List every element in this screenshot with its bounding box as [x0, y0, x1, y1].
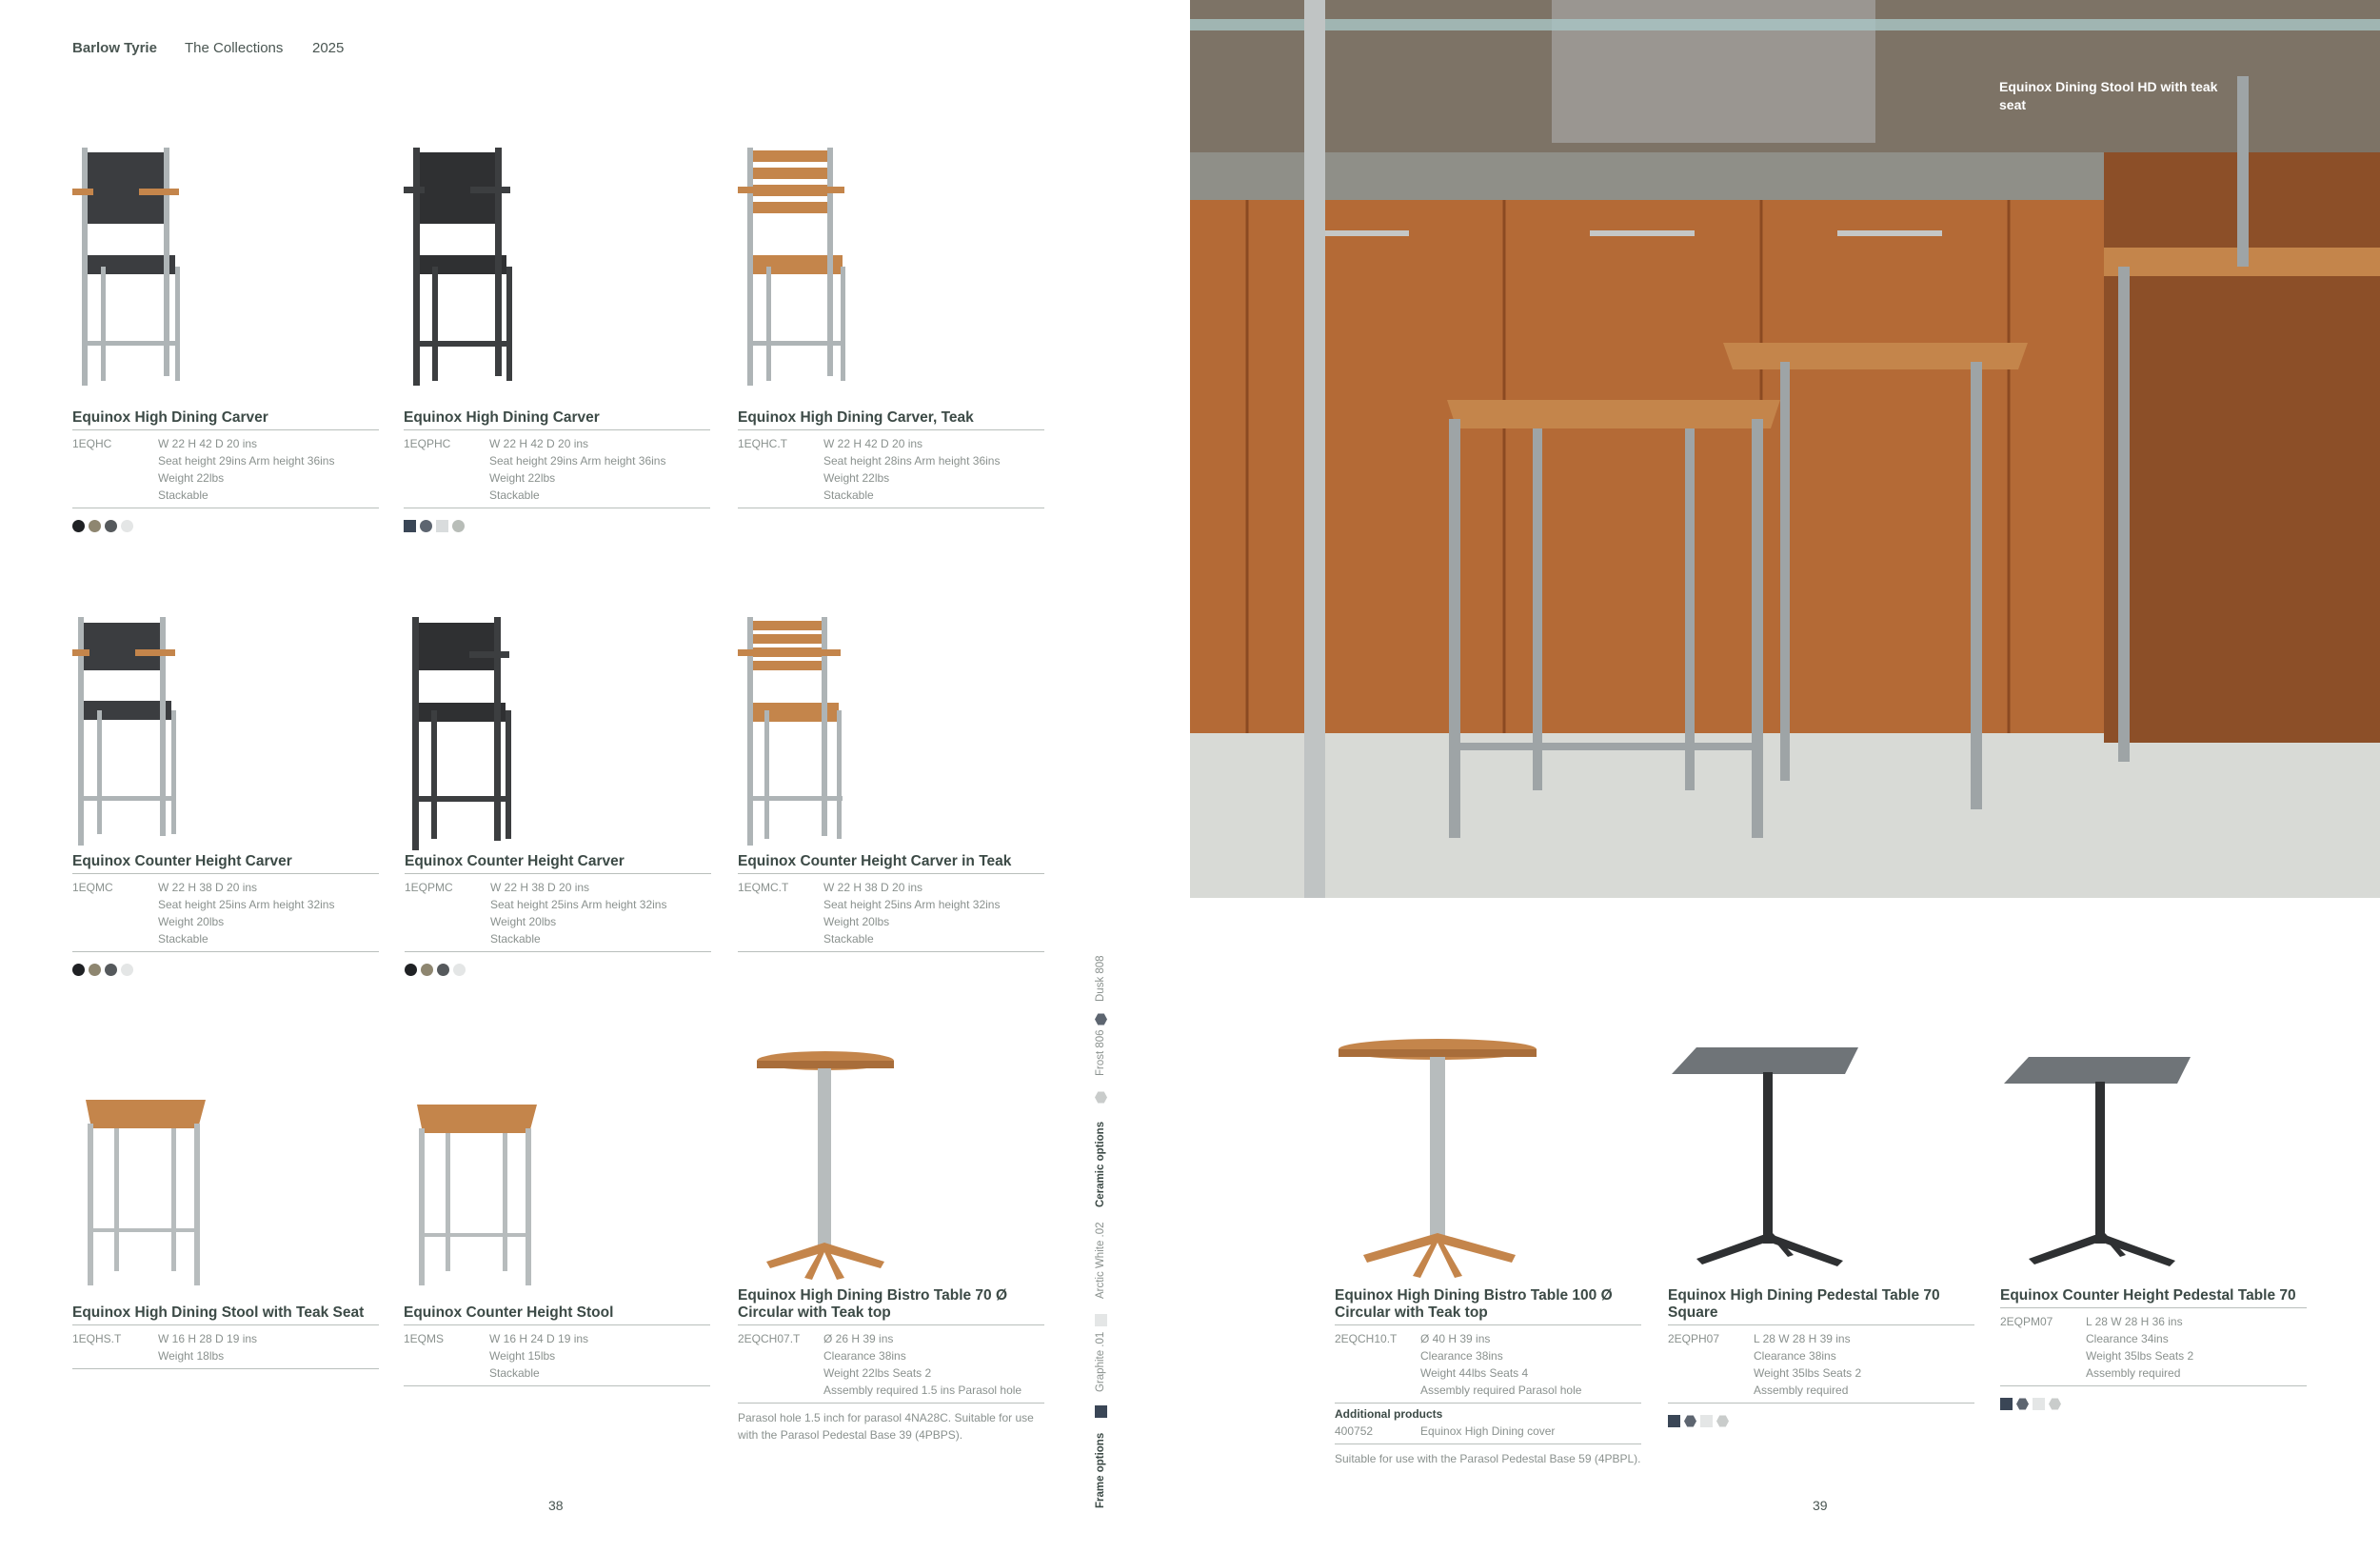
color-swatches: [72, 520, 379, 532]
swatch: [1684, 1415, 1696, 1427]
product-code: 2EQPM07: [2000, 1315, 2053, 1328]
spec-line: W 22 H 38 D 20 ins: [490, 881, 590, 894]
product-specs: [404, 1325, 710, 1386]
spec-line: Weight 15lbs: [489, 1349, 556, 1363]
product-specs: [738, 874, 1044, 952]
spec-line: Weight 22lbs: [489, 471, 556, 485]
ceramic-option: Dusk 808: [1095, 955, 1106, 1002]
color-swatches: [404, 520, 710, 532]
product-code: 2EQCH10.T: [1335, 1332, 1398, 1345]
photo-caption: Equinox Dining Stool HD with teak seat: [1999, 79, 2218, 112]
additional-product: [1335, 1421, 1641, 1444]
spec-line: Weight 18lbs: [158, 1349, 225, 1363]
spec-line: Stackable: [823, 932, 874, 946]
spec-line: Stackable: [490, 932, 541, 946]
product-image: [1668, 1038, 1896, 1287]
spec-line: Clearance 38ins: [823, 1349, 906, 1363]
spec-line: Stackable: [158, 488, 208, 502]
spec-line: Assembly required: [1754, 1384, 1849, 1397]
swatch: [421, 964, 433, 976]
product-title: Equinox High Dining Carver, Teak: [738, 409, 1044, 430]
color-swatches: [2000, 1398, 2307, 1410]
spec-line: W 16 H 24 D 19 ins: [489, 1332, 589, 1345]
product-image: [404, 143, 632, 409]
spec-line: Clearance 38ins: [1420, 1349, 1503, 1363]
product-image: [404, 1076, 632, 1304]
swatch: [105, 964, 117, 976]
swatch: [2033, 1398, 2045, 1410]
product-card: [738, 1047, 1044, 1443]
spec-line: Weight 22lbs: [158, 471, 225, 485]
spec-line: Clearance 38ins: [1754, 1349, 1836, 1363]
product-specs: [2000, 1308, 2307, 1386]
product-specs: [738, 430, 1044, 508]
product-card: [72, 615, 379, 976]
product-image: [72, 143, 301, 409]
swatch: [2049, 1398, 2061, 1410]
swatch: [437, 964, 449, 976]
swatch: [121, 520, 133, 532]
graphite-swatch: [1095, 1405, 1107, 1418]
color-swatches: [72, 964, 379, 976]
spec-line: Seat height 25ins Arm height 32ins: [490, 898, 667, 911]
product-image: [738, 615, 966, 853]
swatch: [436, 520, 448, 532]
swatch: [89, 964, 101, 976]
swatch: [89, 520, 101, 532]
product-image: [405, 615, 633, 853]
product-card: [1335, 1038, 1641, 1467]
spec-line: W 22 H 42 D 20 ins: [489, 437, 589, 450]
product-code: 1EQMC.T: [738, 881, 789, 894]
product-title: Equinox High Dining Pedestal Table 70 Square: [1668, 1287, 1974, 1325]
ceramic-options-label: Ceramic options: [1095, 1121, 1106, 1207]
swatch: [452, 520, 465, 532]
spec-line: Assembly required Parasol hole: [1420, 1384, 1582, 1397]
product-code: 1EQHC: [72, 437, 112, 450]
spec-line: Ø 40 H 39 ins: [1420, 1332, 1491, 1345]
page-number-left: 38: [548, 1498, 564, 1513]
product-image: [738, 143, 966, 409]
swatch: [420, 520, 432, 532]
spec-line: Weight 20lbs: [158, 915, 225, 928]
spec-line: W 22 H 42 D 20 ins: [158, 437, 258, 450]
product-title: Equinox Counter Height Carver: [72, 853, 379, 874]
spec-line: Stackable: [158, 932, 208, 946]
product-code: 1EQHC.T: [738, 437, 788, 450]
spec-line: Weight 35lbs Seats 2: [1754, 1366, 1862, 1380]
swatch: [72, 964, 85, 976]
spec-line: Clearance 34ins: [2086, 1332, 2169, 1345]
swatch: [405, 964, 417, 976]
dusk-swatch: [1095, 1013, 1107, 1025]
product-image: [738, 1047, 966, 1287]
product-code: 1EQMS: [404, 1332, 445, 1345]
spec-line: W 22 H 38 D 20 ins: [158, 881, 258, 894]
swatch: [72, 520, 85, 532]
swatch: [453, 964, 466, 976]
spec-line: Weight 22lbs: [823, 471, 890, 485]
product-specs: [72, 874, 379, 952]
color-swatches: [405, 964, 711, 976]
additional-products-label: Additional products: [1335, 1407, 1443, 1421]
product-title: Equinox High Dining Carver: [72, 409, 379, 430]
additional-code: 400752: [1335, 1424, 1374, 1438]
product-specs: [72, 1325, 379, 1369]
product-title: Equinox Counter Height Carver: [405, 853, 711, 874]
swatch: [1700, 1415, 1713, 1427]
product-code: 1EQPMC: [405, 881, 453, 894]
product-card: [72, 143, 379, 532]
spec-line: Weight 22lbs Seats 2: [823, 1366, 932, 1380]
additional-name: Equinox High Dining cover: [1420, 1424, 1556, 1438]
product-specs: [738, 1325, 1044, 1404]
color-swatches: [1668, 1415, 1974, 1427]
product-title: Equinox High Dining Bistro Table 70 Ø Circular with Teak top: [738, 1287, 1044, 1325]
options-strip: [1091, 952, 1120, 1514]
spec-line: L 28 W 28 H 39 ins: [1754, 1332, 1851, 1345]
spec-line: W 16 H 28 D 19 ins: [158, 1332, 258, 1345]
frame-options-label: Frame options: [1095, 1432, 1106, 1508]
spec-line: Weight 20lbs: [490, 915, 557, 928]
product-note: Parasol hole 1.5 inch for parasol 4NA28C. Suitable for use with the Parasol Pedestal Base 39 (4PBPS).: [738, 1411, 1034, 1442]
swatch: [2016, 1398, 2029, 1410]
lifestyle-photo: [1190, 0, 2380, 898]
spec-line: Seat height 29ins Arm height 36ins: [489, 454, 666, 468]
brand-name: Barlow Tyrie: [72, 40, 157, 56]
spec-line: Weight 35lbs Seats 2: [2086, 1349, 2194, 1363]
product-specs: [1668, 1325, 1974, 1404]
spec-line: Seat height 28ins Arm height 36ins: [823, 454, 1001, 468]
product-specs: [72, 430, 379, 508]
swatch: [105, 520, 117, 532]
frame-option: Arctic White .02: [1095, 1222, 1106, 1299]
spec-line: Seat height 25ins Arm height 32ins: [823, 898, 1001, 911]
product-card: [2000, 1038, 2307, 1410]
product-image: [2000, 1038, 2229, 1287]
spec-line: W 22 H 38 D 20 ins: [823, 881, 923, 894]
product-card: [404, 1076, 710, 1386]
product-specs: [405, 874, 711, 952]
product-image: [1335, 1038, 1563, 1287]
swatch: [1716, 1415, 1729, 1427]
collection-label: The Collections: [185, 40, 284, 56]
product-code: 1EQMC: [72, 881, 113, 894]
product-image: [72, 1076, 301, 1304]
product-title: Equinox Counter Height Carver in Teak: [738, 853, 1044, 874]
spec-line: Ø 26 H 39 ins: [823, 1332, 894, 1345]
product-card: [405, 615, 711, 976]
product-code: 2EQPH07: [1668, 1332, 1720, 1345]
product-title: Equinox High Dining Carver: [404, 409, 710, 430]
product-image: [72, 615, 301, 853]
spec-line: W 22 H 42 D 20 ins: [823, 437, 923, 450]
product-card: [404, 143, 710, 532]
ceramic-option: Frost 806: [1095, 1029, 1106, 1076]
page-number-right: 39: [1813, 1498, 1828, 1513]
swatch: [404, 520, 416, 532]
swatch: [1668, 1415, 1680, 1427]
product-card: [1668, 1038, 1974, 1427]
swatch: [2000, 1398, 2013, 1410]
product-title: Equinox High Dining Stool with Teak Seat: [72, 1304, 379, 1325]
spec-line: Stackable: [489, 1366, 540, 1380]
product-code: 1EQHS.T: [72, 1332, 122, 1345]
product-code: 1EQPHC: [404, 437, 451, 450]
frame-option: Graphite .01: [1095, 1331, 1106, 1392]
spec-line: L 28 W 28 H 36 ins: [2086, 1315, 2183, 1328]
spec-line: Assembly required 1.5 ins Parasol hole: [823, 1384, 1022, 1397]
spec-line: Stackable: [489, 488, 540, 502]
spec-line: Weight 44lbs Seats 4: [1420, 1366, 1529, 1380]
product-code: 2EQCH07.T: [738, 1332, 801, 1345]
product-note: Suitable for use with the Parasol Pedestal Base 59 (4PBPL).: [1335, 1452, 1641, 1465]
swatch: [121, 964, 133, 976]
product-title: Equinox Counter Height Pedestal Table 70: [2000, 1287, 2307, 1308]
spec-line: Weight 20lbs: [823, 915, 890, 928]
frost-swatch: [1095, 1091, 1107, 1104]
spec-line: Assembly required: [2086, 1366, 2181, 1380]
product-title: Equinox Counter Height Stool: [404, 1304, 710, 1325]
product-title: Equinox High Dining Bistro Table 100 Ø Circular with Teak top: [1335, 1287, 1641, 1325]
year-label: 2025: [312, 40, 345, 56]
product-specs: [1335, 1325, 1641, 1404]
arctic-white-swatch: [1095, 1314, 1107, 1326]
product-card: [72, 1076, 379, 1369]
spec-line: Stackable: [823, 488, 874, 502]
product-card: [738, 615, 1044, 952]
product-specs: [404, 430, 710, 508]
spec-line: Seat height 29ins Arm height 36ins: [158, 454, 335, 468]
spec-line: Seat height 25ins Arm height 32ins: [158, 898, 335, 911]
product-card: [738, 143, 1044, 508]
